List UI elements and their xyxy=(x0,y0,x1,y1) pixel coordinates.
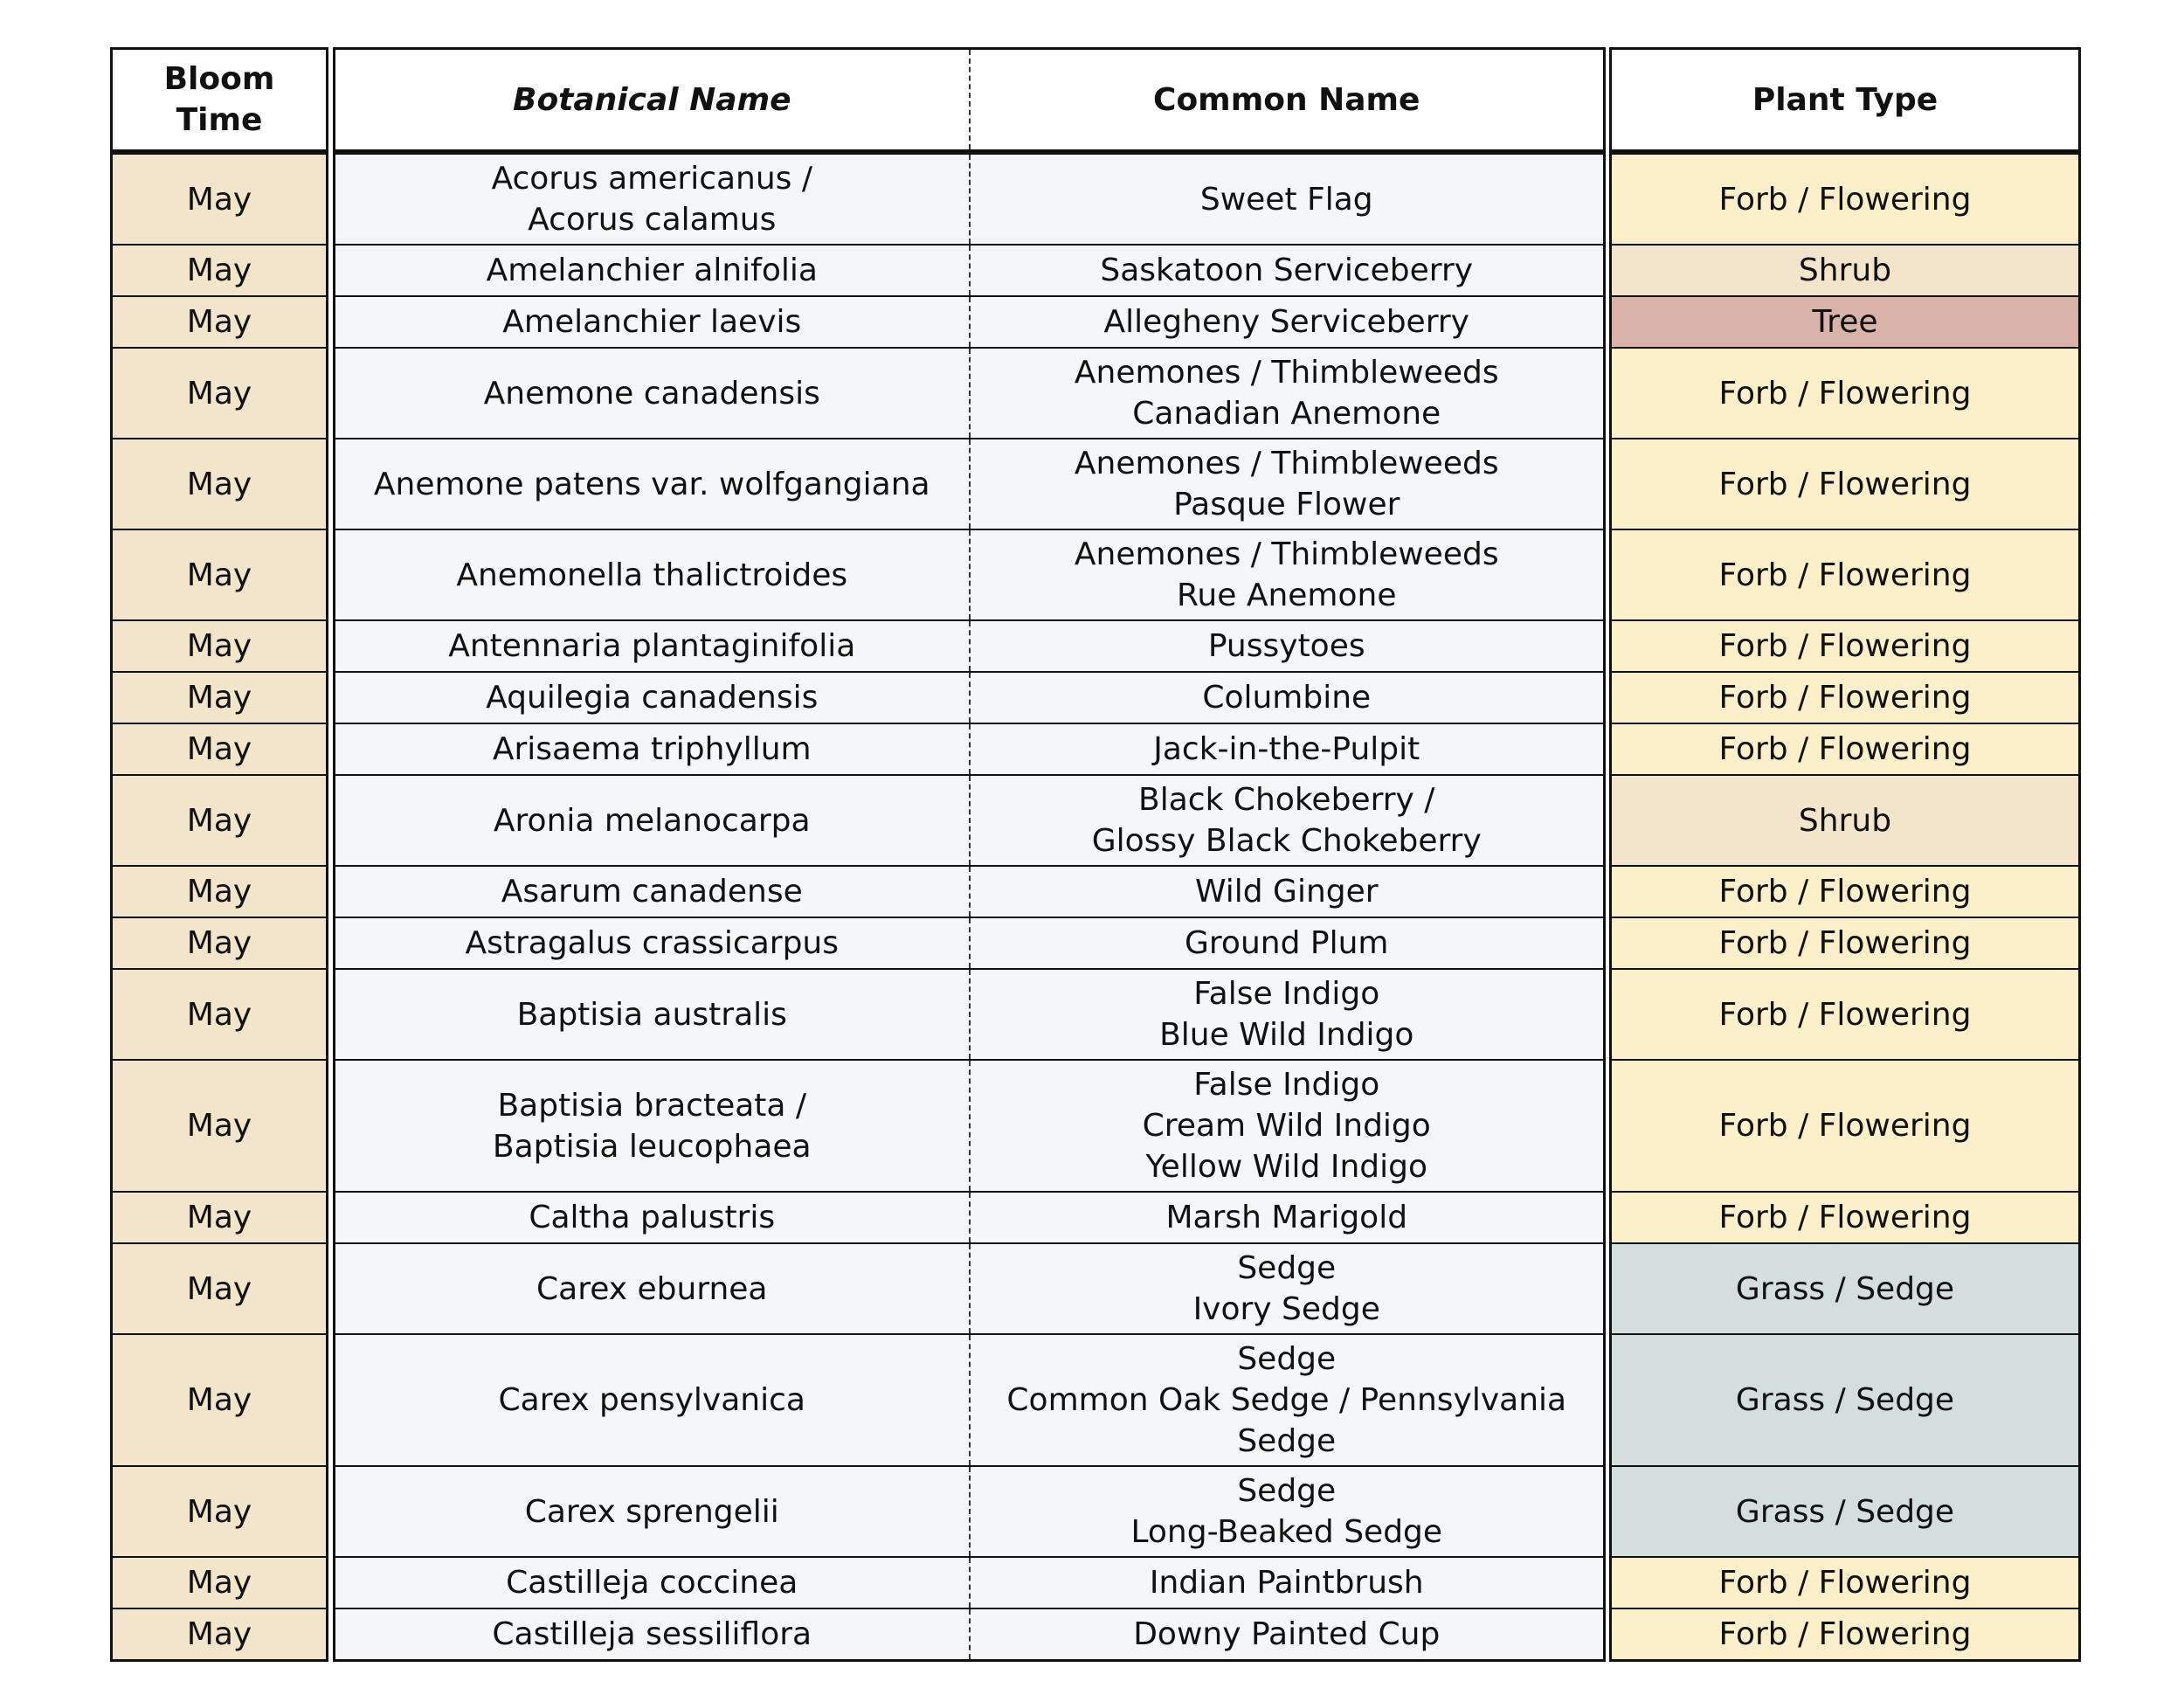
common-name-cell: Jack-in-the-Pulpit xyxy=(970,723,1605,775)
plant-type-cell: Grass / Sedge xyxy=(1611,1334,2080,1466)
table-row xyxy=(1611,152,2080,245)
common-name-cell: Downy Painted Cup xyxy=(970,1608,1605,1661)
botanical-name-cell: Anemone patens var. wolfgangiana xyxy=(335,439,970,529)
botanical-name-cell: Carex sprengelii xyxy=(335,1466,970,1557)
bloom-time-cell: May xyxy=(112,348,328,439)
bloom-time-cell: May xyxy=(112,245,328,296)
botanical-name-cell: Castilleja coccinea xyxy=(335,1557,970,1608)
table-row xyxy=(335,775,1605,866)
bloom-time-cell: May xyxy=(112,672,328,723)
bloom-time-cell: May xyxy=(112,1060,328,1192)
table-row xyxy=(335,1192,1605,1243)
plant-type-cell: Forb / Flowering xyxy=(1611,917,2080,969)
bloom-time-cell: May xyxy=(112,1466,328,1557)
common-name-cell: Black Chokeberry / Glossy Black Chokeberry xyxy=(970,775,1605,866)
botanical-name-cell: Aronia melanocarpa xyxy=(335,775,970,866)
table-row xyxy=(1611,348,2080,439)
common-name-cell: Columbine xyxy=(970,672,1605,723)
botanical-name-cell: Anemone canadensis xyxy=(335,348,970,439)
table-row xyxy=(112,152,328,245)
plant-type-cell: Forb / Flowering xyxy=(1611,620,2080,672)
table-row xyxy=(335,1334,1605,1466)
table-row xyxy=(1611,917,2080,969)
table-row xyxy=(1611,775,2080,866)
common-name-cell: Allegheny Serviceberry xyxy=(970,296,1605,348)
bloom-time-cell: May xyxy=(112,620,328,672)
plant-type-cell: Forb / Flowering xyxy=(1611,1192,2080,1243)
table-row xyxy=(1611,1243,2080,1334)
table-row xyxy=(335,917,1605,969)
bloom-time-cell: May xyxy=(112,1334,328,1466)
table-row xyxy=(335,152,1605,245)
table-row xyxy=(1611,1334,2080,1466)
table-row xyxy=(112,866,328,917)
plant-type-cell: Shrub xyxy=(1611,245,2080,296)
table-row xyxy=(112,969,328,1060)
plant-type-cell: Forb / Flowering xyxy=(1611,439,2080,529)
header-bloom-time: Bloom Time xyxy=(112,49,328,153)
plant-type-cell: Forb / Flowering xyxy=(1611,348,2080,439)
bloom-time-cell: May xyxy=(112,969,328,1060)
plant-type-cell: Forb / Flowering xyxy=(1611,723,2080,775)
common-name-cell: Marsh Marigold xyxy=(970,1192,1605,1243)
table-row xyxy=(1611,1192,2080,1243)
table-row xyxy=(1611,1060,2080,1192)
table-row xyxy=(112,1192,328,1243)
common-name-cell: Ground Plum xyxy=(970,917,1605,969)
botanical-name-cell: Baptisia australis xyxy=(335,969,970,1060)
botanical-name-cell: Aquilegia canadensis xyxy=(335,672,970,723)
plant-type-cell: Grass / Sedge xyxy=(1611,1243,2080,1334)
table-row xyxy=(335,620,1605,672)
common-name-cell: Sedge Ivory Sedge xyxy=(970,1243,1605,1334)
table-row xyxy=(1611,672,2080,723)
table-row xyxy=(1611,620,2080,672)
table-row xyxy=(1611,723,2080,775)
common-name-cell: Sweet Flag xyxy=(970,152,1605,245)
botanical-name-cell: Anemonella thalictroides xyxy=(335,529,970,620)
bloom-time-cell: May xyxy=(112,775,328,866)
bloom-time-cell: May xyxy=(112,1192,328,1243)
common-name-cell: Sedge Common Oak Sedge / Pennsylvania Sedge xyxy=(970,1334,1605,1466)
common-name-cell: Anemones / Thimbleweeds Rue Anemone xyxy=(970,529,1605,620)
table-row xyxy=(112,348,328,439)
botanical-name-cell: Carex pensylvanica xyxy=(335,1334,970,1466)
plant-type-cell: Forb / Flowering xyxy=(1611,1060,2080,1192)
plant-type-table xyxy=(1609,47,2081,1662)
table-row xyxy=(112,1557,328,1608)
bloom-time-cell: May xyxy=(112,723,328,775)
botanical-name-cell: Caltha palustris xyxy=(335,1192,970,1243)
common-name-cell: False Indigo Blue Wild Indigo xyxy=(970,969,1605,1060)
table-row xyxy=(335,1060,1605,1192)
botanical-name-cell: Asarum canadense xyxy=(335,866,970,917)
plant-type-cell: Forb / Flowering xyxy=(1611,969,2080,1060)
plant-type-cell: Shrub xyxy=(1611,775,2080,866)
common-name-cell: Saskatoon Serviceberry xyxy=(970,245,1605,296)
table-row xyxy=(112,775,328,866)
common-name-cell: Sedge Long-Beaked Sedge xyxy=(970,1466,1605,1557)
plant-type-cell: Forb / Flowering xyxy=(1611,1557,2080,1608)
botanical-name-cell: Acorus americanus / Acorus calamus xyxy=(335,152,970,245)
table-row xyxy=(112,620,328,672)
bloom-time-cell: May xyxy=(112,152,328,245)
names-table xyxy=(333,47,1606,1662)
botanical-name-cell: Astragalus crassicarpus xyxy=(335,917,970,969)
table-row xyxy=(112,296,328,348)
table-row xyxy=(112,1243,328,1334)
table-row xyxy=(1611,866,2080,917)
plant-type-cell: Tree xyxy=(1611,296,2080,348)
table-row xyxy=(1611,1557,2080,1608)
bloom-time-cell: May xyxy=(112,439,328,529)
bloom-time-cell: May xyxy=(112,296,328,348)
plant-type-cell: Forb / Flowering xyxy=(1611,866,2080,917)
table-row xyxy=(335,348,1605,439)
bloom-time-table xyxy=(110,47,328,1662)
table-row xyxy=(335,1557,1605,1608)
table-row xyxy=(112,1466,328,1557)
common-name-cell: Anemones / Thimbleweeds Pasque Flower xyxy=(970,439,1605,529)
table-row xyxy=(1611,245,2080,296)
table-row xyxy=(335,529,1605,620)
table-row xyxy=(335,723,1605,775)
botanical-name-cell: Carex eburnea xyxy=(335,1243,970,1334)
bloom-time-cell: May xyxy=(112,1243,328,1334)
table-row xyxy=(112,439,328,529)
table-row xyxy=(112,1060,328,1192)
bloom-time-cell: May xyxy=(112,1557,328,1608)
table-row xyxy=(1611,439,2080,529)
plant-type-cell: Forb / Flowering xyxy=(1611,672,2080,723)
table-row xyxy=(335,245,1605,296)
table-row xyxy=(1611,1466,2080,1557)
table-row xyxy=(335,1466,1605,1557)
table-row xyxy=(1611,969,2080,1060)
common-name-cell: Anemones / Thimbleweeds Canadian Anemone xyxy=(970,348,1605,439)
table-row xyxy=(112,672,328,723)
bloom-time-cell: May xyxy=(112,866,328,917)
plant-type-cell: Forb / Flowering xyxy=(1611,1608,2080,1661)
plant-type-cell: Grass / Sedge xyxy=(1611,1466,2080,1557)
botanical-name-cell: Antennaria plantaginifolia xyxy=(335,620,970,672)
table-row xyxy=(112,1608,328,1661)
plant-type-cell: Forb / Flowering xyxy=(1611,529,2080,620)
common-name-cell: Wild Ginger xyxy=(970,866,1605,917)
table-row xyxy=(112,1334,328,1466)
table-row xyxy=(335,1243,1605,1334)
table-row xyxy=(112,723,328,775)
bloom-time-cell: May xyxy=(112,1608,328,1661)
table-row xyxy=(112,245,328,296)
botanical-name-cell: Amelanchier alnifolia xyxy=(335,245,970,296)
table-row xyxy=(112,529,328,620)
bloom-time-cell: May xyxy=(112,529,328,620)
header-common-name: Common Name xyxy=(970,49,1605,153)
plant-type-cell: Forb / Flowering xyxy=(1611,152,2080,245)
table-row xyxy=(1611,296,2080,348)
table-row xyxy=(112,917,328,969)
table-row xyxy=(335,969,1605,1060)
table-row xyxy=(335,439,1605,529)
table-row xyxy=(335,672,1605,723)
botanical-name-cell: Castilleja sessiliflora xyxy=(335,1608,970,1661)
table-row xyxy=(335,1608,1605,1661)
botanical-name-cell: Arisaema triphyllum xyxy=(335,723,970,775)
common-name-cell: Pussytoes xyxy=(970,620,1605,672)
botanical-name-cell: Baptisia bracteata / Baptisia leucophaea xyxy=(335,1060,970,1192)
header-botanical-name: Botanical Name xyxy=(335,49,970,153)
header-plant-type: Plant Type xyxy=(1611,49,2080,153)
table-row xyxy=(335,866,1605,917)
botanical-name-cell: Amelanchier laevis xyxy=(335,296,970,348)
table-row xyxy=(335,296,1605,348)
table-row xyxy=(1611,529,2080,620)
table-row xyxy=(1611,1608,2080,1661)
bloom-time-cell: May xyxy=(112,917,328,969)
common-name-cell: Indian Paintbrush xyxy=(970,1557,1605,1608)
common-name-cell: False Indigo Cream Wild Indigo Yellow Wild Indigo xyxy=(970,1060,1605,1192)
